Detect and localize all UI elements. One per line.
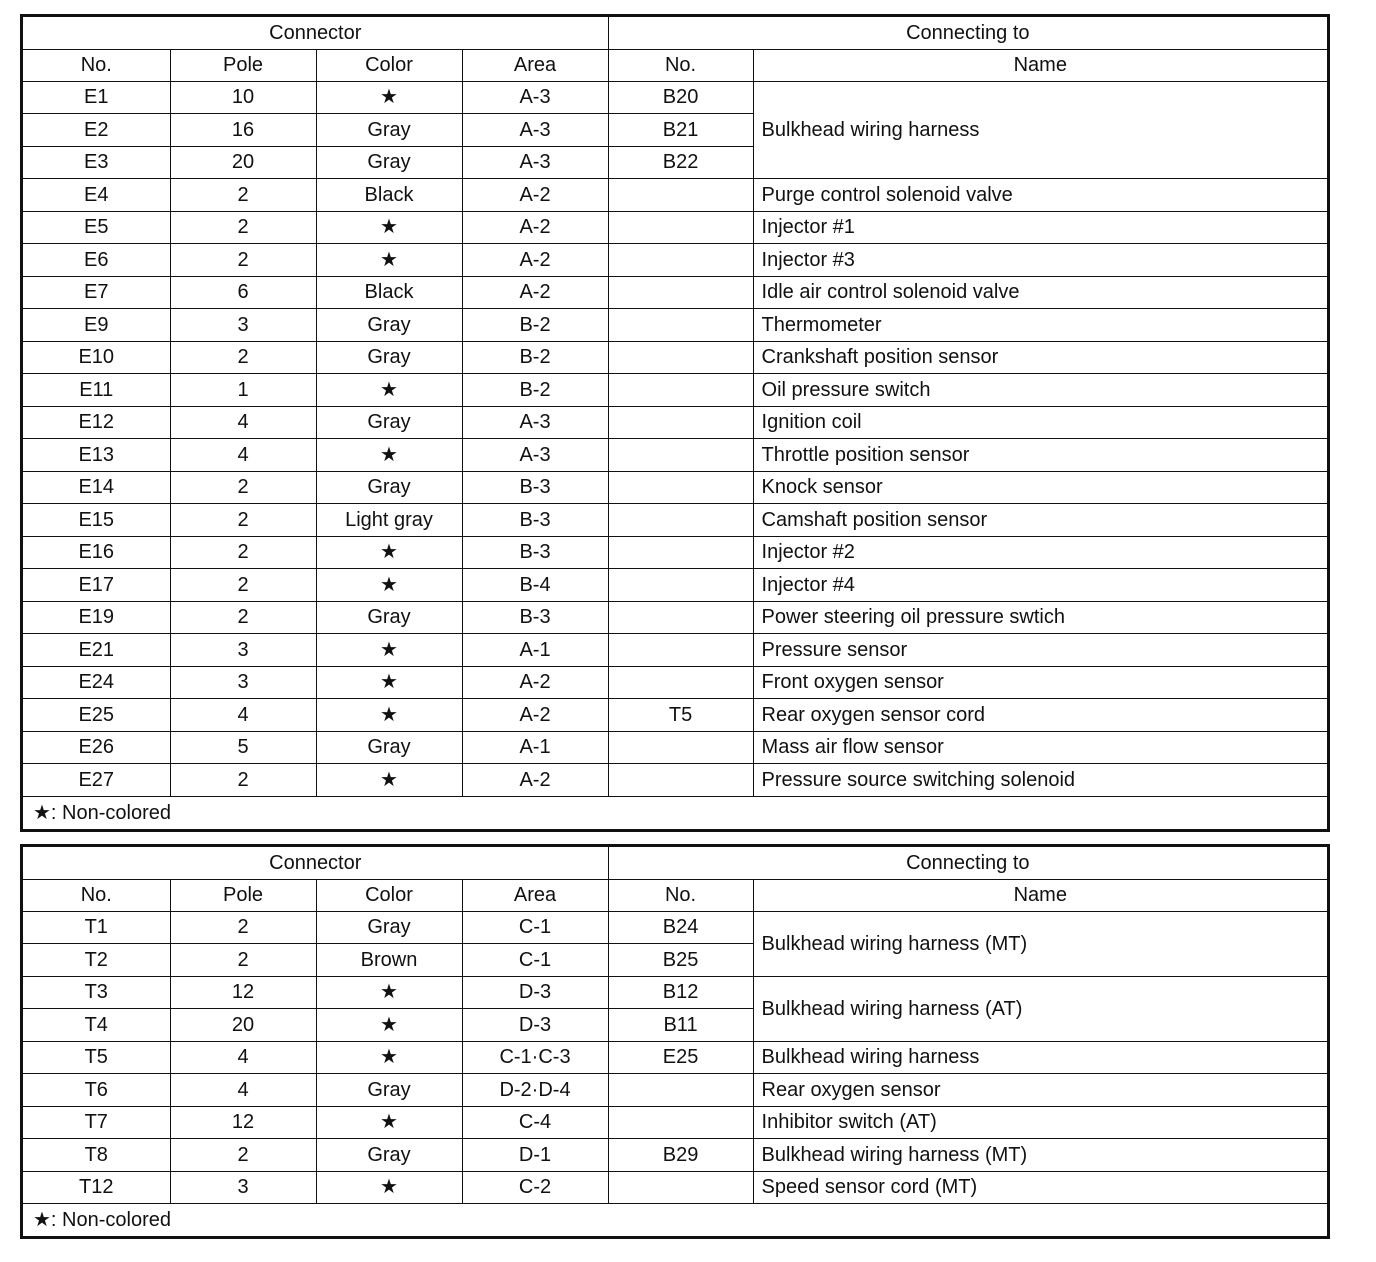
cell-area: B-2 xyxy=(462,341,608,374)
cell-color: ★ xyxy=(316,976,462,1009)
table-row xyxy=(23,976,1327,1009)
table-row xyxy=(23,536,1327,569)
cell-no: T12 xyxy=(23,1171,170,1204)
cell-pole: 2 xyxy=(170,179,316,212)
cell-no: E2 xyxy=(23,114,170,147)
cell-area: A-2 xyxy=(462,764,608,797)
cell-pole: 2 xyxy=(170,211,316,244)
cell-name: Crankshaft position sensor xyxy=(753,341,1327,374)
cell-color: Gray xyxy=(316,471,462,504)
table-row xyxy=(23,666,1327,699)
connector-table-t xyxy=(20,844,1330,1239)
connecting-to-group-header: Connecting to xyxy=(608,847,1327,879)
cell-no: E4 xyxy=(23,179,170,212)
cell-pole: 10 xyxy=(170,81,316,114)
table-row xyxy=(23,276,1327,309)
cell-no: E5 xyxy=(23,211,170,244)
cell-to-no xyxy=(608,1106,753,1139)
table-row xyxy=(23,601,1327,634)
cell-no: T3 xyxy=(23,976,170,1009)
cell-pole: 4 xyxy=(170,1074,316,1107)
cell-color: ★ xyxy=(316,244,462,277)
table-row xyxy=(23,911,1327,944)
table-row xyxy=(23,439,1327,472)
cell-area: B-2 xyxy=(462,309,608,342)
cell-area: A-2 xyxy=(462,211,608,244)
connecting-to-group-header: Connecting to xyxy=(608,17,1327,49)
column-header-pole: Pole xyxy=(170,49,316,81)
cell-area: A-3 xyxy=(462,406,608,439)
cell-to-no xyxy=(608,601,753,634)
cell-color: Gray xyxy=(316,731,462,764)
cell-pole: 1 xyxy=(170,374,316,407)
cell-pole: 12 xyxy=(170,1106,316,1139)
cell-no: E21 xyxy=(23,634,170,667)
cell-name: Purge control solenoid valve xyxy=(753,179,1327,212)
cell-color: ★ xyxy=(316,211,462,244)
cell-no: E1 xyxy=(23,81,170,114)
cell-to-no xyxy=(608,504,753,537)
cell-color: Gray xyxy=(316,341,462,374)
cell-to-no xyxy=(608,1074,753,1107)
cell-pole: 6 xyxy=(170,276,316,309)
cell-to-no xyxy=(608,406,753,439)
cell-name: Injector #3 xyxy=(753,244,1327,277)
cell-color: ★ xyxy=(316,1106,462,1139)
cell-color: Light gray xyxy=(316,504,462,537)
cell-color: ★ xyxy=(316,634,462,667)
cell-to-no xyxy=(608,1171,753,1204)
cell-area: A-2 xyxy=(462,244,608,277)
cell-pole: 20 xyxy=(170,146,316,179)
cell-area: D-1 xyxy=(462,1139,608,1172)
cell-pole: 3 xyxy=(170,1171,316,1204)
column-header-area: Area xyxy=(462,49,608,81)
cell-name: Knock sensor xyxy=(753,471,1327,504)
cell-to-no: B11 xyxy=(608,1009,753,1042)
table-row xyxy=(23,1074,1327,1107)
cell-area: B-3 xyxy=(462,536,608,569)
cell-no: E27 xyxy=(23,764,170,797)
table-row xyxy=(23,731,1327,764)
cell-color: Gray xyxy=(316,146,462,179)
cell-pole: 2 xyxy=(170,911,316,944)
cell-area: C-1 xyxy=(462,911,608,944)
cell-to-no: B29 xyxy=(608,1139,753,1172)
column-header-area: Area xyxy=(462,879,608,911)
cell-no: E9 xyxy=(23,309,170,342)
cell-name: Bulkhead wiring harness (MT) xyxy=(753,911,1327,976)
connector-table-e xyxy=(20,14,1330,832)
cell-color: ★ xyxy=(316,1171,462,1204)
cell-no: E14 xyxy=(23,471,170,504)
cell-name: Idle air control solenoid valve xyxy=(753,276,1327,309)
cell-pole: 3 xyxy=(170,634,316,667)
table-row xyxy=(23,341,1327,374)
cell-no: E6 xyxy=(23,244,170,277)
cell-pole: 12 xyxy=(170,976,316,1009)
table-row xyxy=(23,634,1327,667)
connector-group-header: Connector xyxy=(23,847,608,879)
cell-to-no xyxy=(608,731,753,764)
cell-to-no xyxy=(608,276,753,309)
cell-to-no xyxy=(608,309,753,342)
table-row xyxy=(23,504,1327,537)
cell-name: Power steering oil pressure swtich xyxy=(753,601,1327,634)
cell-name: Oil pressure switch xyxy=(753,374,1327,407)
cell-area: D-2·D-4 xyxy=(462,1074,608,1107)
cell-pole: 2 xyxy=(170,536,316,569)
cell-to-no xyxy=(608,536,753,569)
legend-note: ★: Non-colored xyxy=(23,1204,1327,1237)
cell-no: E12 xyxy=(23,406,170,439)
cell-pole: 4 xyxy=(170,1041,316,1074)
cell-to-no: B12 xyxy=(608,976,753,1009)
cell-color: ★ xyxy=(316,666,462,699)
cell-to-no: E25 xyxy=(608,1041,753,1074)
cell-color: Gray xyxy=(316,601,462,634)
cell-name: Pressure sensor xyxy=(753,634,1327,667)
cell-pole: 2 xyxy=(170,504,316,537)
cell-no: E10 xyxy=(23,341,170,374)
cell-name: Thermometer xyxy=(753,309,1327,342)
cell-pole: 3 xyxy=(170,666,316,699)
cell-area: A-1 xyxy=(462,634,608,667)
cell-to-no: B21 xyxy=(608,114,753,147)
table-row xyxy=(23,471,1327,504)
cell-area: A-1 xyxy=(462,731,608,764)
cell-no: E25 xyxy=(23,699,170,732)
cell-area: A-3 xyxy=(462,114,608,147)
cell-name: Bulkhead wiring harness (AT) xyxy=(753,976,1327,1041)
cell-area: A-3 xyxy=(462,146,608,179)
connector-group-header: Connector xyxy=(23,17,608,49)
cell-area: D-3 xyxy=(462,1009,608,1042)
cell-color: Gray xyxy=(316,911,462,944)
cell-to-no xyxy=(608,179,753,212)
cell-to-no xyxy=(608,439,753,472)
table-row xyxy=(23,211,1327,244)
cell-pole: 2 xyxy=(170,244,316,277)
cell-area: C-1·C-3 xyxy=(462,1041,608,1074)
cell-to-no: B22 xyxy=(608,146,753,179)
cell-to-no xyxy=(608,666,753,699)
cell-color: ★ xyxy=(316,81,462,114)
cell-color: Black xyxy=(316,276,462,309)
cell-name: Injector #4 xyxy=(753,569,1327,602)
cell-pole: 4 xyxy=(170,699,316,732)
table-row xyxy=(23,309,1327,342)
cell-to-no xyxy=(608,569,753,602)
cell-name: Throttle position sensor xyxy=(753,439,1327,472)
cell-no: T6 xyxy=(23,1074,170,1107)
cell-name: Mass air flow sensor xyxy=(753,731,1327,764)
cell-color: ★ xyxy=(316,374,462,407)
cell-name: Rear oxygen sensor xyxy=(753,1074,1327,1107)
cell-no: E11 xyxy=(23,374,170,407)
cell-name: Injector #1 xyxy=(753,211,1327,244)
cell-color: Gray xyxy=(316,1074,462,1107)
cell-area: C-1 xyxy=(462,944,608,977)
cell-to-no xyxy=(608,471,753,504)
cell-no: T1 xyxy=(23,911,170,944)
cell-to-no: B25 xyxy=(608,944,753,977)
table-row xyxy=(23,1171,1327,1204)
cell-no: E3 xyxy=(23,146,170,179)
cell-color: ★ xyxy=(316,764,462,797)
cell-area: B-3 xyxy=(462,601,608,634)
cell-area: C-4 xyxy=(462,1106,608,1139)
cell-to-no: B24 xyxy=(608,911,753,944)
cell-color: Gray xyxy=(316,309,462,342)
cell-area: B-4 xyxy=(462,569,608,602)
column-header-color: Color xyxy=(316,879,462,911)
column-header-name: Name xyxy=(753,879,1327,911)
cell-area: A-3 xyxy=(462,81,608,114)
table-row xyxy=(23,406,1327,439)
cell-area: A-2 xyxy=(462,666,608,699)
cell-name: Camshaft position sensor xyxy=(753,504,1327,537)
cell-pole: 2 xyxy=(170,569,316,602)
column-header-pole: Pole xyxy=(170,879,316,911)
cell-color: ★ xyxy=(316,1041,462,1074)
cell-no: E19 xyxy=(23,601,170,634)
cell-area: A-2 xyxy=(462,276,608,309)
cell-name: Bulkhead wiring harness xyxy=(753,81,1327,179)
table-row xyxy=(23,81,1327,114)
cell-no: T7 xyxy=(23,1106,170,1139)
cell-no: E26 xyxy=(23,731,170,764)
cell-to-no xyxy=(608,374,753,407)
cell-pole: 20 xyxy=(170,1009,316,1042)
cell-no: T5 xyxy=(23,1041,170,1074)
cell-pole: 3 xyxy=(170,309,316,342)
cell-no: E15 xyxy=(23,504,170,537)
cell-color: ★ xyxy=(316,699,462,732)
cell-no: E13 xyxy=(23,439,170,472)
cell-area: A-2 xyxy=(462,179,608,212)
cell-pole: 4 xyxy=(170,439,316,472)
cell-name: Injector #2 xyxy=(753,536,1327,569)
table-row xyxy=(23,1106,1327,1139)
cell-no: E24 xyxy=(23,666,170,699)
cell-name: Inhibitor switch (AT) xyxy=(753,1106,1327,1139)
cell-area: C-2 xyxy=(462,1171,608,1204)
cell-area: B-3 xyxy=(462,504,608,537)
cell-to-no xyxy=(608,211,753,244)
cell-color: Gray xyxy=(316,406,462,439)
cell-name: Speed sensor cord (MT) xyxy=(753,1171,1327,1204)
cell-name: Ignition coil xyxy=(753,406,1327,439)
cell-color: Black xyxy=(316,179,462,212)
cell-to-no xyxy=(608,341,753,374)
cell-name: Rear oxygen sensor cord xyxy=(753,699,1327,732)
cell-pole: 2 xyxy=(170,944,316,977)
column-header-to-no: No. xyxy=(608,879,753,911)
cell-no: T2 xyxy=(23,944,170,977)
cell-pole: 2 xyxy=(170,764,316,797)
table-row xyxy=(23,569,1327,602)
cell-to-no: T5 xyxy=(608,699,753,732)
cell-area: B-2 xyxy=(462,374,608,407)
cell-color: Gray xyxy=(316,114,462,147)
cell-no: E7 xyxy=(23,276,170,309)
cell-no: E16 xyxy=(23,536,170,569)
cell-pole: 5 xyxy=(170,731,316,764)
table-row xyxy=(23,374,1327,407)
cell-color: ★ xyxy=(316,1009,462,1042)
cell-color: ★ xyxy=(316,536,462,569)
cell-area: D-3 xyxy=(462,976,608,1009)
table-row xyxy=(23,1041,1327,1074)
column-header-color: Color xyxy=(316,49,462,81)
cell-name: Front oxygen sensor xyxy=(753,666,1327,699)
table-row xyxy=(23,244,1327,277)
cell-to-no: B20 xyxy=(608,81,753,114)
cell-color: ★ xyxy=(316,439,462,472)
table-row xyxy=(23,764,1327,797)
cell-to-no xyxy=(608,244,753,277)
cell-pole: 2 xyxy=(170,601,316,634)
cell-no: T8 xyxy=(23,1139,170,1172)
cell-area: B-3 xyxy=(462,471,608,504)
column-header-no: No. xyxy=(23,879,170,911)
cell-pole: 2 xyxy=(170,471,316,504)
cell-pole: 2 xyxy=(170,341,316,374)
legend-note: ★: Non-colored xyxy=(23,796,1327,829)
column-header-to-no: No. xyxy=(608,49,753,81)
cell-no: E17 xyxy=(23,569,170,602)
column-header-name: Name xyxy=(753,49,1327,81)
cell-pole: 4 xyxy=(170,406,316,439)
cell-color: Brown xyxy=(316,944,462,977)
cell-color: Gray xyxy=(316,1139,462,1172)
cell-no: T4 xyxy=(23,1009,170,1042)
table-row xyxy=(23,179,1327,212)
cell-area: A-2 xyxy=(462,699,608,732)
cell-color: ★ xyxy=(316,569,462,602)
cell-name: Bulkhead wiring harness (MT) xyxy=(753,1139,1327,1172)
table-row xyxy=(23,1139,1327,1172)
cell-pole: 2 xyxy=(170,1139,316,1172)
cell-to-no xyxy=(608,634,753,667)
table-row xyxy=(23,699,1327,732)
cell-pole: 16 xyxy=(170,114,316,147)
cell-to-no xyxy=(608,764,753,797)
cell-name: Bulkhead wiring harness xyxy=(753,1041,1327,1074)
column-header-no: No. xyxy=(23,49,170,81)
cell-name: Pressure source switching solenoid xyxy=(753,764,1327,797)
cell-area: A-3 xyxy=(462,439,608,472)
